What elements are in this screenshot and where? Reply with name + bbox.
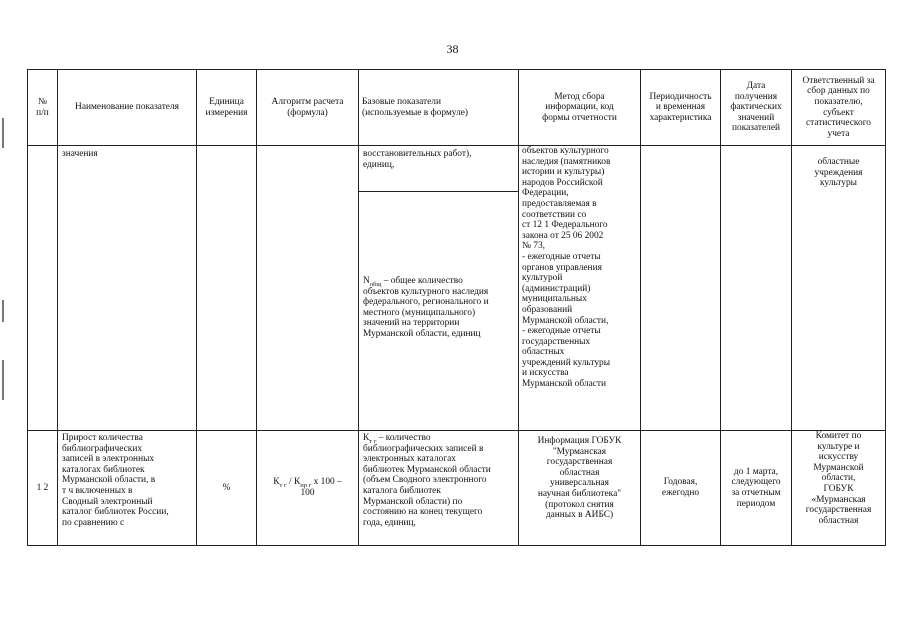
row2-formula-k2: К: [293, 477, 301, 487]
header-date: Дата получения фактических значений показателей: [730, 81, 782, 134]
row1-base-symbol: N: [363, 276, 370, 286]
header-unit: Единица измерения: [205, 96, 248, 118]
row2-date: до 1 марта, следующего за отчетным периодом: [731, 466, 781, 509]
page-number: 38: [446, 42, 459, 56]
row2-name: Прирост количества библиографических записей в электронных каталогах библиотек Мурманской области, в т ч включенных в Сводный электронный каталог библиотек России, по сравнению с: [62, 433, 169, 528]
row2-formula-k1: К: [273, 477, 280, 487]
col-line: [885, 69, 886, 546]
row2-base: [363, 433, 517, 528]
row2-unit: %: [222, 482, 231, 493]
row1-base-top: восстановительных работ), единиц,: [363, 149, 472, 170]
header-bottom-line: [27, 145, 885, 146]
row1-responsible: областные учреждения культуры: [814, 157, 863, 189]
header-algorithm: Алгоритм расчета (формула): [271, 96, 344, 118]
row2-formula-s2: пр г: [300, 481, 312, 489]
scan-margin-mark: [2, 360, 4, 400]
row2-base-sub: т г: [369, 437, 377, 445]
row2-formula: [258, 477, 357, 498]
scan-margin-mark: [2, 300, 4, 322]
header-name: Наименование показателя: [75, 102, 179, 113]
row1-name: значения: [62, 149, 98, 159]
row1-base-bottom: [363, 276, 517, 340]
row2-base-text: – количество библиографических записей в электронных каталогах библиотек Мурманской области (объем Сводного электронного каталога библиотек Мурманской области) по состоянию на конец текущего года, единиц,: [363, 433, 491, 528]
row2-formula-rest: х 100 – 100: [300, 477, 342, 498]
header-base: Базовые показатели (используемые в формуле): [362, 96, 469, 118]
header-num: № п/п: [36, 96, 49, 118]
header-responsible: Ответственный за сбор данных по показателю, субъект статистического учета: [802, 75, 875, 139]
scan-margin-mark: [2, 118, 4, 148]
row2-period: Годовая, ежегодно: [661, 477, 700, 498]
row2-base-symbol: К: [363, 433, 370, 443]
row2-formula-s1: т г: [279, 481, 287, 489]
col-line: [358, 69, 359, 546]
header-method: Метод сбора информации, код формы отчетности: [542, 91, 617, 123]
base-inner-line: [358, 191, 518, 192]
header-period: Периодичность и временная характеристика: [649, 91, 712, 123]
row1-base-sub: общ: [369, 280, 382, 288]
row2-responsible: Комитет по культуре и искусству Мурманской области, ГОБУК «Мурманская государственная областная: [805, 431, 872, 526]
row1-base-text: – общее количество объектов культурного наследия федерального, регионального и местного (муниципального) значений на территории Мурманской области, единиц: [363, 276, 489, 339]
table-border-bottom: [27, 545, 885, 546]
row2-method: Информация ГОБУК "Мурманская государственная областная универсальная научная библиотека" (протокол снятия данных в АИБС): [537, 436, 622, 521]
row2-num: 1 2: [36, 482, 49, 493]
row1-method: объектов культурного наследия (памятников истории и культуры) народов Российской Федерации, предоставляемая в соответствии со ст 12 1 Федерального закона от 25 06 2002 № 73, - ежегодные отчеты органов управления культурой (администраций) муниципальных образований Мурманской области, - ежегодные отчеты государственных областных учреждений культуры и искусства Мурманской области: [522, 146, 611, 390]
row2-formula-slash: /: [286, 477, 294, 487]
